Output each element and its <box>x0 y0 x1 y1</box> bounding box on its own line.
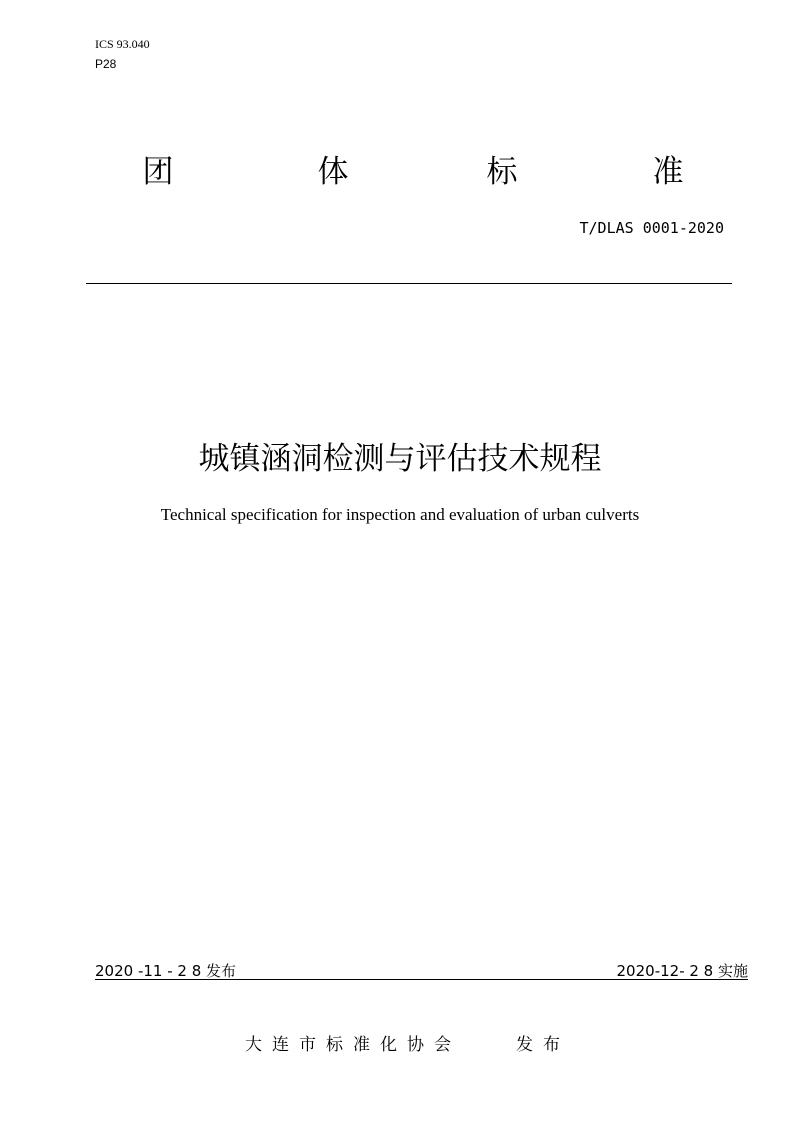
issue-date: 2020 -11 - 2 8 发布 <box>95 962 237 980</box>
publisher-name: 大连市标准化协会 <box>245 1035 461 1055</box>
document-title-chinese: 城镇涵洞检测与评估技术规程 <box>198 441 602 477</box>
document-title-english: Technical specification for inspection and evaluation of urban culverts <box>160 505 640 524</box>
standard-type-char-4: 准 <box>652 154 684 190</box>
standard-type-char-1: 团 <box>142 154 174 190</box>
ics-code: ICS 93.040 <box>95 37 150 51</box>
standard-number: T/DLAS 0001-2020 <box>579 219 724 237</box>
top-divider <box>86 283 732 284</box>
bottom-divider <box>95 979 748 980</box>
publish-label: 发布 <box>516 1035 570 1055</box>
ccs-code: P28 <box>95 57 117 71</box>
standard-type-char-3: 标 <box>486 154 518 190</box>
implementation-date: 2020-12- 2 8 实施 <box>616 962 748 980</box>
standard-type-char-2: 体 <box>317 154 349 190</box>
